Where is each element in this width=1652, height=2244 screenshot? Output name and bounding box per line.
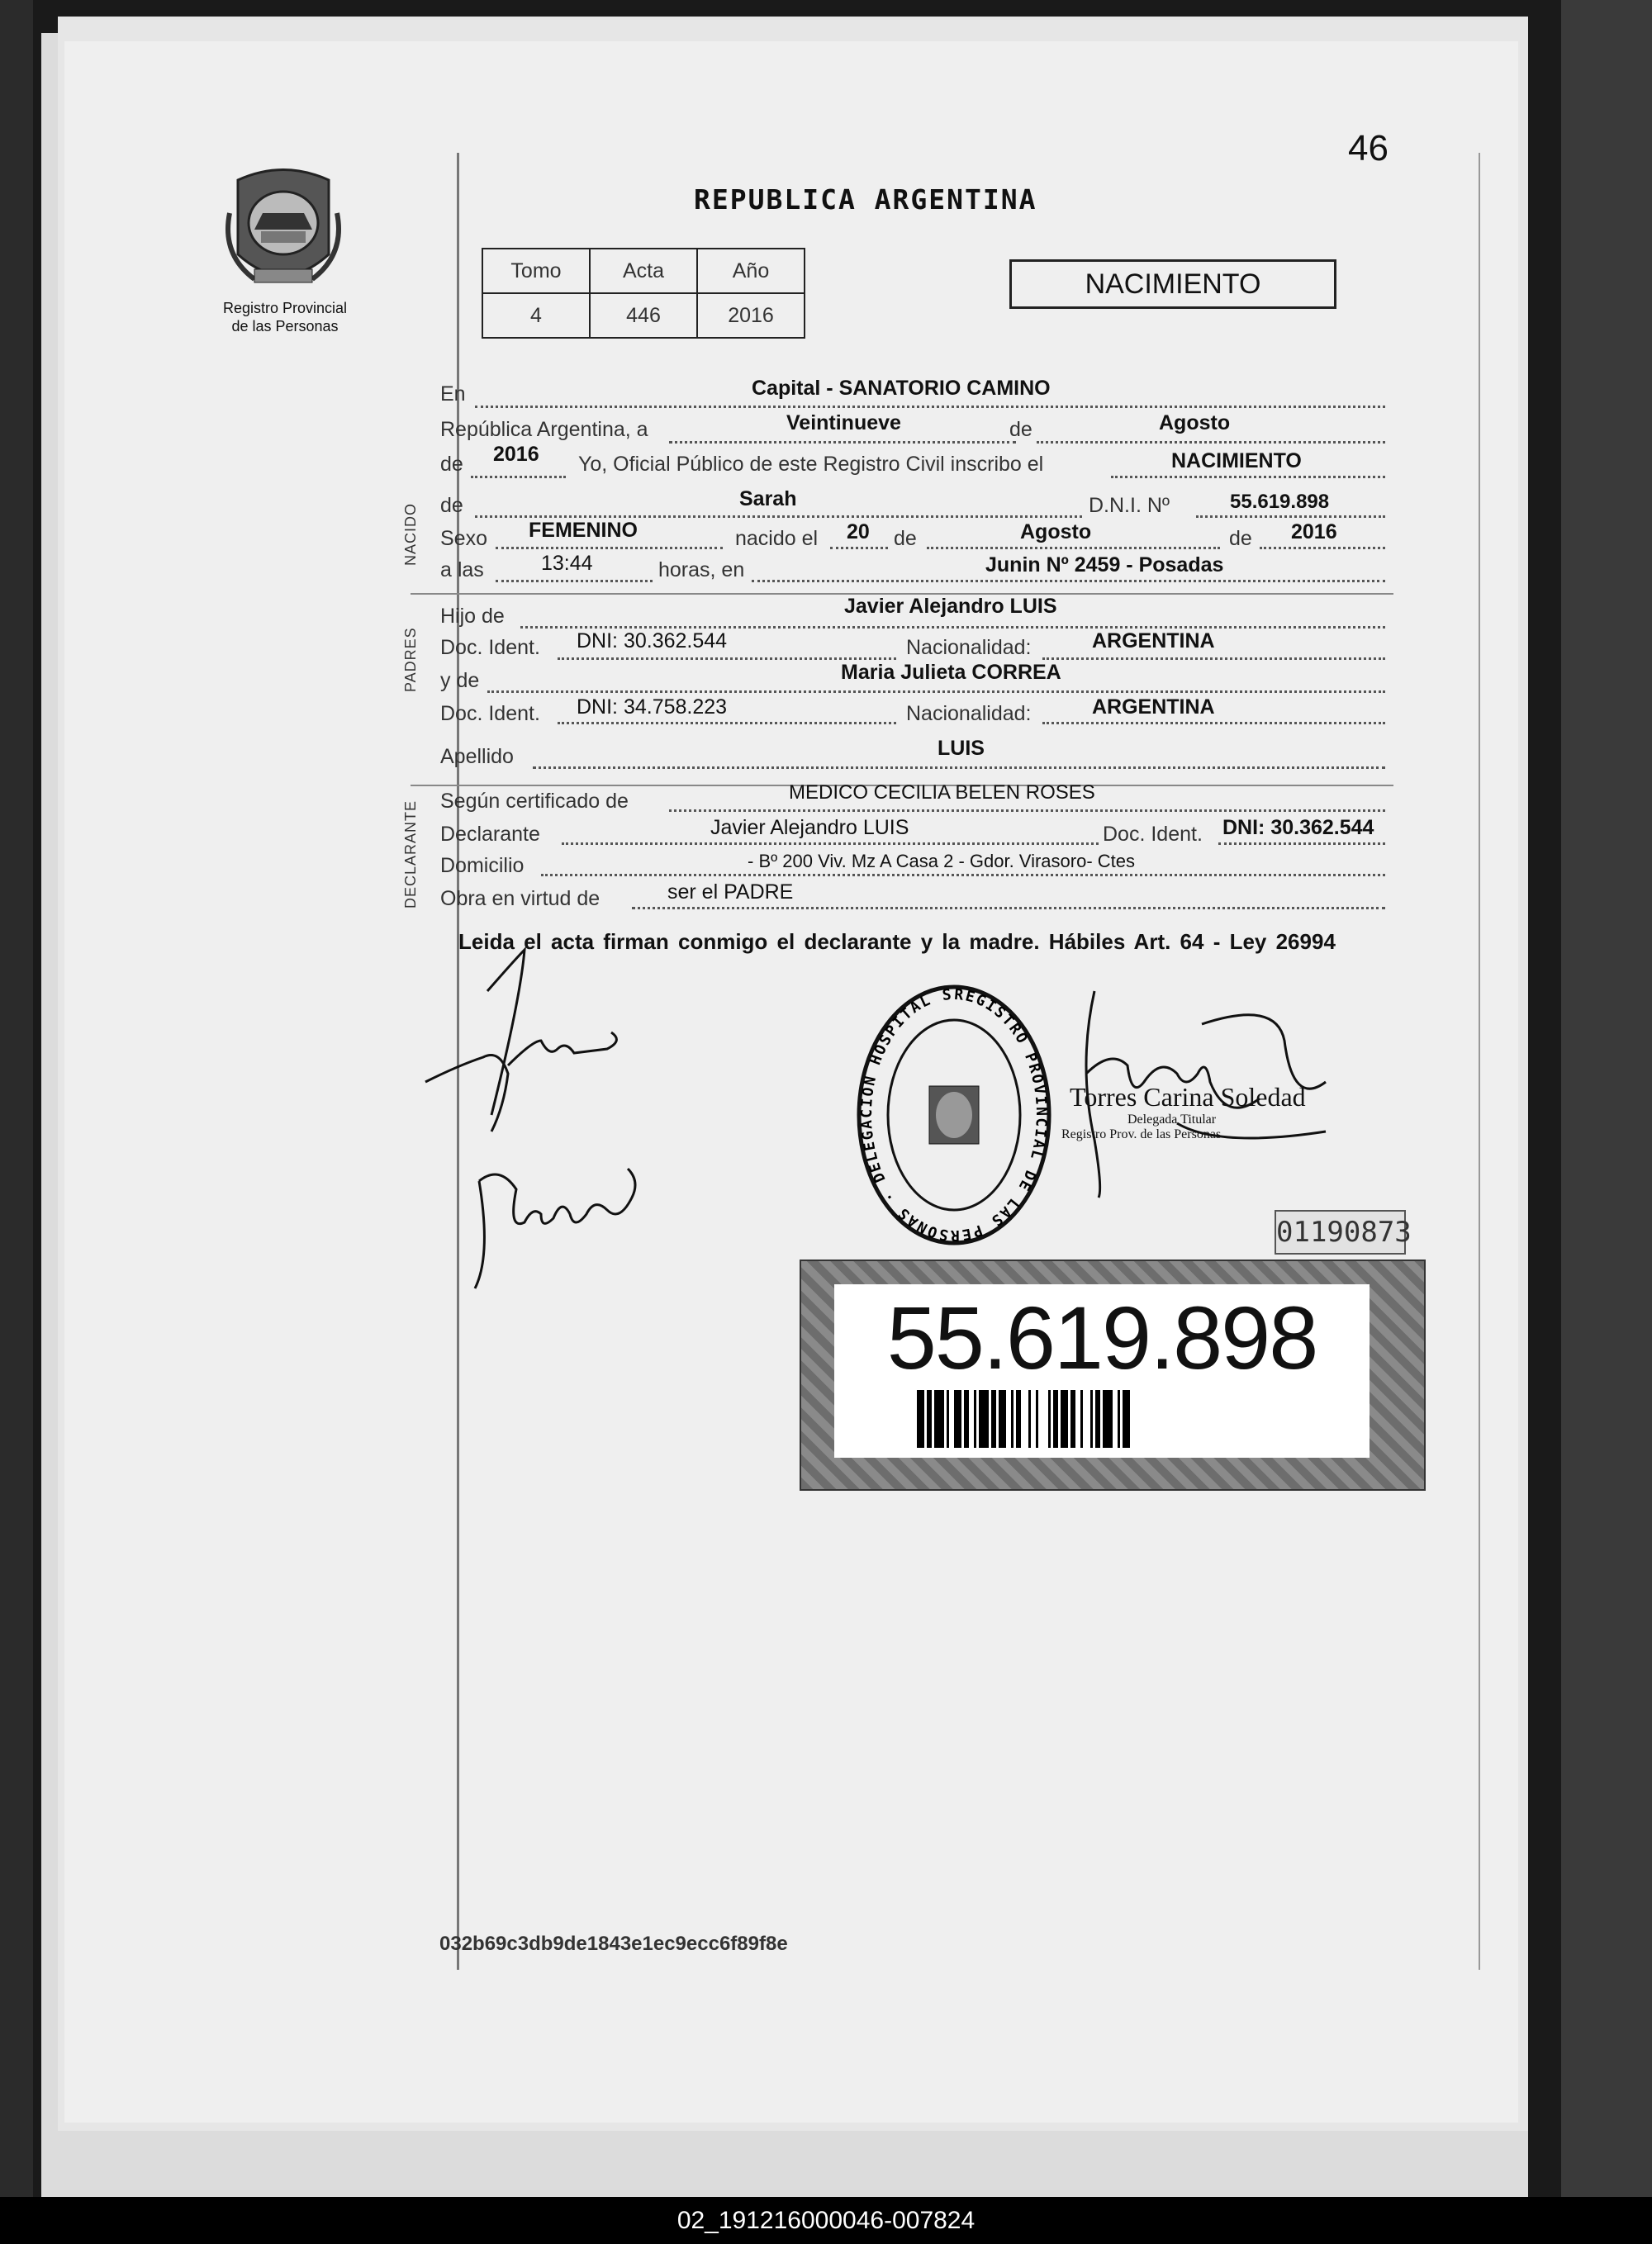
document-hash: 032b69c3db9de1843e1ec9ecc6f89f8e — [439, 1933, 788, 1955]
label-sexo: Sexo — [440, 527, 487, 550]
barcode-bar — [917, 1390, 924, 1448]
label-obra: Obra en virtud de — [440, 887, 601, 910]
label-doc-ident-declarante: Doc. Ident. — [1103, 823, 1203, 846]
barcode-bar — [1061, 1390, 1068, 1448]
dotted-line — [1218, 842, 1385, 845]
dotted-line — [487, 690, 1385, 693]
value-declarante: Javier Alejandro LUIS — [710, 816, 909, 839]
official-seal — [851, 979, 1057, 1251]
dotted-line — [1111, 476, 1385, 478]
label-inscribo: Yo, Oficial Público de este Registro Civil inscribo el — [578, 453, 1044, 476]
sticker-label — [834, 1284, 1370, 1458]
value-padre-nac: ARGENTINA — [1092, 629, 1215, 652]
dotted-line — [471, 476, 566, 478]
value-declarante-doc: DNI: 30.362.544 — [1222, 816, 1374, 839]
barcode — [917, 1390, 1289, 1448]
label-dni: D.N.I. Nº — [1089, 494, 1170, 517]
header-tomo: Tomo — [482, 249, 590, 293]
label-de: de — [1009, 418, 1032, 441]
value-lugar-nac: Junin Nº 2459 - Posadas — [985, 553, 1224, 576]
dotted-line — [558, 722, 896, 724]
label-en: En — [440, 382, 466, 406]
control-number: 01190873 — [1275, 1210, 1406, 1255]
svg-text:REGISTRO PROVINCIAL DE LAS PER: REGISTRO PROVINCIAL DE LAS PERSONAS · DELEGACION HOSPITAL S — [857, 985, 1051, 1245]
dotted-line — [669, 809, 1385, 812]
side-label-declarante: DECLARANTE — [402, 799, 419, 909]
side-label-nacido: NACIDO — [402, 502, 419, 566]
label-hijo-de: Hijo de — [440, 605, 505, 628]
dotted-line — [496, 580, 653, 582]
dotted-line — [927, 547, 1220, 549]
label-de-anio2: de — [1229, 527, 1252, 550]
declarante-signature — [409, 942, 648, 1156]
barcode-bar — [1123, 1390, 1130, 1448]
dotted-line — [1260, 547, 1385, 549]
value-apellido: LUIS — [938, 737, 985, 760]
dotted-line — [632, 907, 1385, 909]
value-nombre: Sarah — [739, 487, 797, 510]
image-id-footer: 02_191216000046-007824 — [0, 2197, 1652, 2244]
dotted-line — [752, 580, 1385, 582]
header-acta: Acta — [590, 249, 697, 293]
barcode-bar — [979, 1390, 989, 1448]
label-de-anio: de — [440, 453, 463, 476]
label-republica: República Argentina, a — [440, 418, 648, 441]
label-a-las: a las — [440, 558, 484, 581]
value-sexo: FEMENINO — [529, 519, 638, 542]
value-acta: 446 — [590, 293, 697, 338]
label-doc-ident-padre: Doc. Ident. — [440, 636, 540, 659]
dotted-line — [562, 842, 1099, 845]
value-madre-nac: ARGENTINA — [1092, 695, 1215, 719]
value-padre-doc: DNI: 30.362.544 — [577, 629, 728, 652]
sticker-number: 55.619.898 — [886, 1288, 1317, 1388]
barcode-bar — [1038, 1390, 1048, 1448]
header-anio: Año — [697, 249, 805, 293]
page-number: 46 — [1348, 128, 1389, 168]
madre-signature — [458, 1131, 657, 1297]
label-apellido: Apellido — [440, 745, 514, 768]
label-y-de: y de — [440, 669, 480, 692]
barcode-bar — [954, 1390, 961, 1448]
label-nacionalidad-madre: Nacionalidad: — [906, 702, 1032, 725]
dotted-line — [1042, 657, 1385, 660]
record-type-box: NACIMIENTO — [1009, 259, 1336, 309]
delegada-signature — [1061, 942, 1334, 1206]
value-obra: ser el PADRE — [667, 880, 794, 904]
dotted-line — [520, 626, 1385, 629]
label-domicilio: Domicilio — [440, 854, 525, 877]
acta-reference-table — [482, 248, 805, 339]
barcode-bar — [934, 1390, 944, 1448]
label-horas-en: horas, en — [658, 558, 745, 581]
delegada-block — [1061, 1082, 1306, 1142]
label-de-mes: de — [894, 527, 917, 550]
background-left — [0, 0, 33, 2197]
value-nac-dia: 20 — [847, 520, 870, 543]
dotted-line — [669, 441, 1016, 444]
label-declarante: Declarante — [440, 823, 540, 846]
logo-caption: Registro Provincial de las Personas — [222, 300, 348, 334]
dotted-line — [1196, 515, 1385, 518]
value-lugar: Capital - SANATORIO CAMINO — [752, 377, 1051, 400]
value-dni: 55.619.898 — [1230, 491, 1330, 513]
value-acto: NACIMIENTO — [1171, 449, 1302, 472]
label-doc-ident-madre: Doc. Ident. — [440, 702, 540, 725]
delegada-org: Registro Prov. de las Personas — [1061, 1127, 1222, 1141]
label-nacionalidad-padre: Nacionalidad: — [906, 636, 1032, 659]
barcode-bar — [999, 1390, 1006, 1448]
value-padre: Javier Alejandro LUIS — [844, 595, 1057, 618]
side-label-padres: PADRES — [402, 627, 419, 692]
value-mes: Agosto — [1159, 411, 1231, 434]
barcode-bar — [1103, 1390, 1113, 1448]
value-certificado: MEDICO CECILIA BELEN ROSES — [789, 781, 1095, 804]
dotted-line — [533, 766, 1385, 769]
value-nac-mes: Agosto — [1020, 520, 1092, 543]
dotted-line — [475, 406, 1385, 408]
value-dia-texto: Veintinueve — [786, 411, 901, 434]
value-anio: 2016 — [493, 443, 539, 466]
value-madre: Maria Julieta CORREA — [841, 661, 1061, 684]
dotted-line — [475, 515, 1082, 518]
provincial-crest-logo — [221, 164, 345, 294]
delegada-role: Delegada Titular — [1127, 1113, 1217, 1127]
label-segun: Según certificado de — [440, 790, 629, 813]
signing-statement: Leida el acta firman conmigo el declarante y la madre. Hábiles Art. 64 - Ley 26994 — [458, 929, 1336, 954]
dotted-line — [541, 874, 1385, 876]
value-tomo: 4 — [482, 293, 590, 338]
dotted-line — [1042, 722, 1385, 724]
background-right — [1561, 0, 1652, 2197]
value-domicilio: - Bº 200 Viv. Mz A Casa 2 - Gdor. Virasoro- Ctes — [748, 851, 1136, 871]
barcode-bar — [1083, 1390, 1090, 1448]
value-hora: 13:44 — [541, 552, 593, 575]
dotted-line — [496, 547, 723, 549]
document-title: REPUBLICA ARGENTINA — [694, 183, 1037, 216]
label-nacido-el: nacido el — [735, 527, 819, 550]
dotted-line — [1037, 441, 1385, 444]
value-anio: 2016 — [697, 293, 805, 338]
label-de-nombre: de — [440, 494, 463, 517]
dotted-line — [830, 547, 888, 549]
delegada-name: Torres Carina Soledad — [1070, 1082, 1306, 1112]
value-madre-doc: DNI: 34.758.223 — [577, 695, 728, 719]
right-margin-rule — [1479, 153, 1480, 1970]
value-nac-anio: 2016 — [1291, 520, 1337, 543]
barcode-bar — [1021, 1390, 1028, 1448]
dotted-line — [558, 657, 896, 660]
id-number-sticker — [800, 1260, 1426, 1491]
